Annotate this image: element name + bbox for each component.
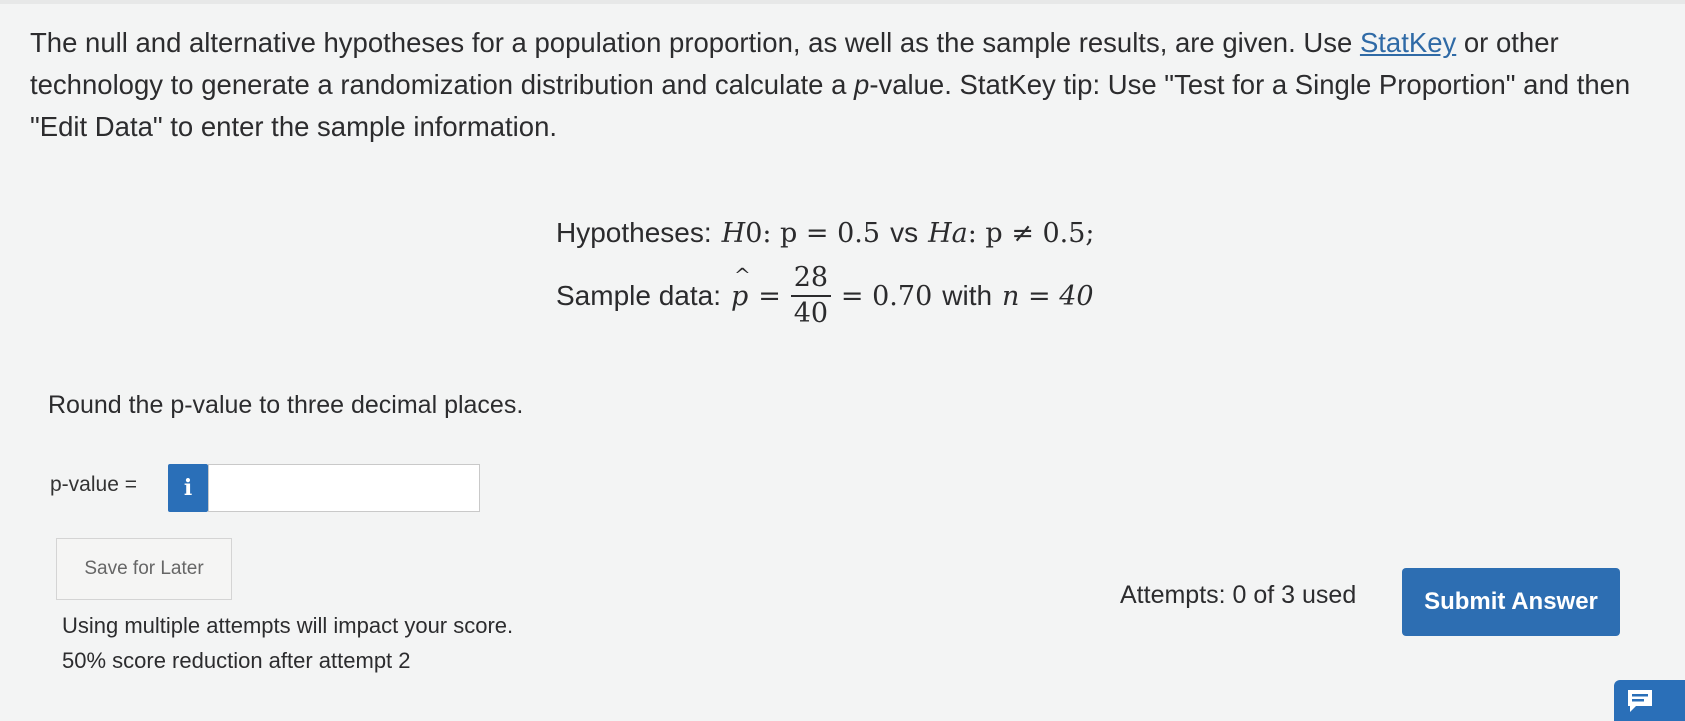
hypotheses-label: Hypotheses:: [556, 217, 712, 248]
warning-line-1: Using multiple attempts will impact your score.: [62, 613, 514, 638]
h0-symbol: H: [721, 217, 746, 249]
ha-symbol: H: [928, 217, 952, 249]
statkey-link[interactable]: StatKey: [1359, 27, 1457, 58]
chat-button[interactable]: [1614, 680, 1685, 721]
rounding-instruction: Round the p-value to three decimal places.: [48, 391, 524, 419]
equals-sign: =: [758, 280, 781, 312]
fraction-denominator: 40: [793, 298, 829, 329]
question-text: [30, 22, 1640, 148]
p-symbol: p: [731, 280, 749, 312]
proportion-value: = 0.70: [840, 280, 933, 312]
with-text: with: [942, 280, 993, 311]
fraction: [791, 261, 831, 331]
question-text-part: The null and alternative hypotheses for a population proportion, as well as the sample results, are given. Use: [30, 27, 1360, 58]
save-for-later-button[interactable]: Save for Later: [56, 538, 232, 600]
h0-subscript: 0: [745, 217, 763, 249]
attempts-counter: Attempts: 0 of 3 used: [1120, 581, 1357, 609]
p-value-input[interactable]: [208, 464, 480, 512]
hypotheses-row: [556, 208, 1095, 258]
top-border: [0, 0, 1685, 4]
p-value-label: p-value =: [50, 473, 137, 496]
ha-relation: : p ≠ 0.5;: [967, 217, 1095, 249]
fraction-numerator: 28: [793, 262, 829, 293]
sample-size: n = 40: [1002, 280, 1094, 312]
info-icon[interactable]: i: [168, 464, 208, 512]
h0-relation: : p = 0.5: [762, 217, 881, 249]
sample-row: [556, 258, 1095, 334]
question-p-italic: p: [854, 69, 870, 100]
warning-line-2: 50% score reduction after attempt 2: [62, 648, 411, 673]
hat-symbol: ^: [734, 262, 751, 287]
attempts-warning: [62, 608, 513, 678]
question-text-part: or other technology to generate a randomization distribution and calculate a: [30, 27, 1559, 100]
p-hat: [731, 262, 751, 312]
chat-icon: [1626, 688, 1654, 714]
vs-text: vs: [890, 217, 919, 248]
ha-subscript: a: [951, 217, 968, 249]
sample-label: Sample data:: [556, 280, 721, 311]
math-block: [556, 208, 1095, 334]
question-text-part: -value. StatKey tip: Use "Test for a Single Proportion" and then "Edit Data" to enter the sample information.: [30, 69, 1631, 142]
submit-answer-button[interactable]: Submit Answer: [1402, 568, 1620, 636]
